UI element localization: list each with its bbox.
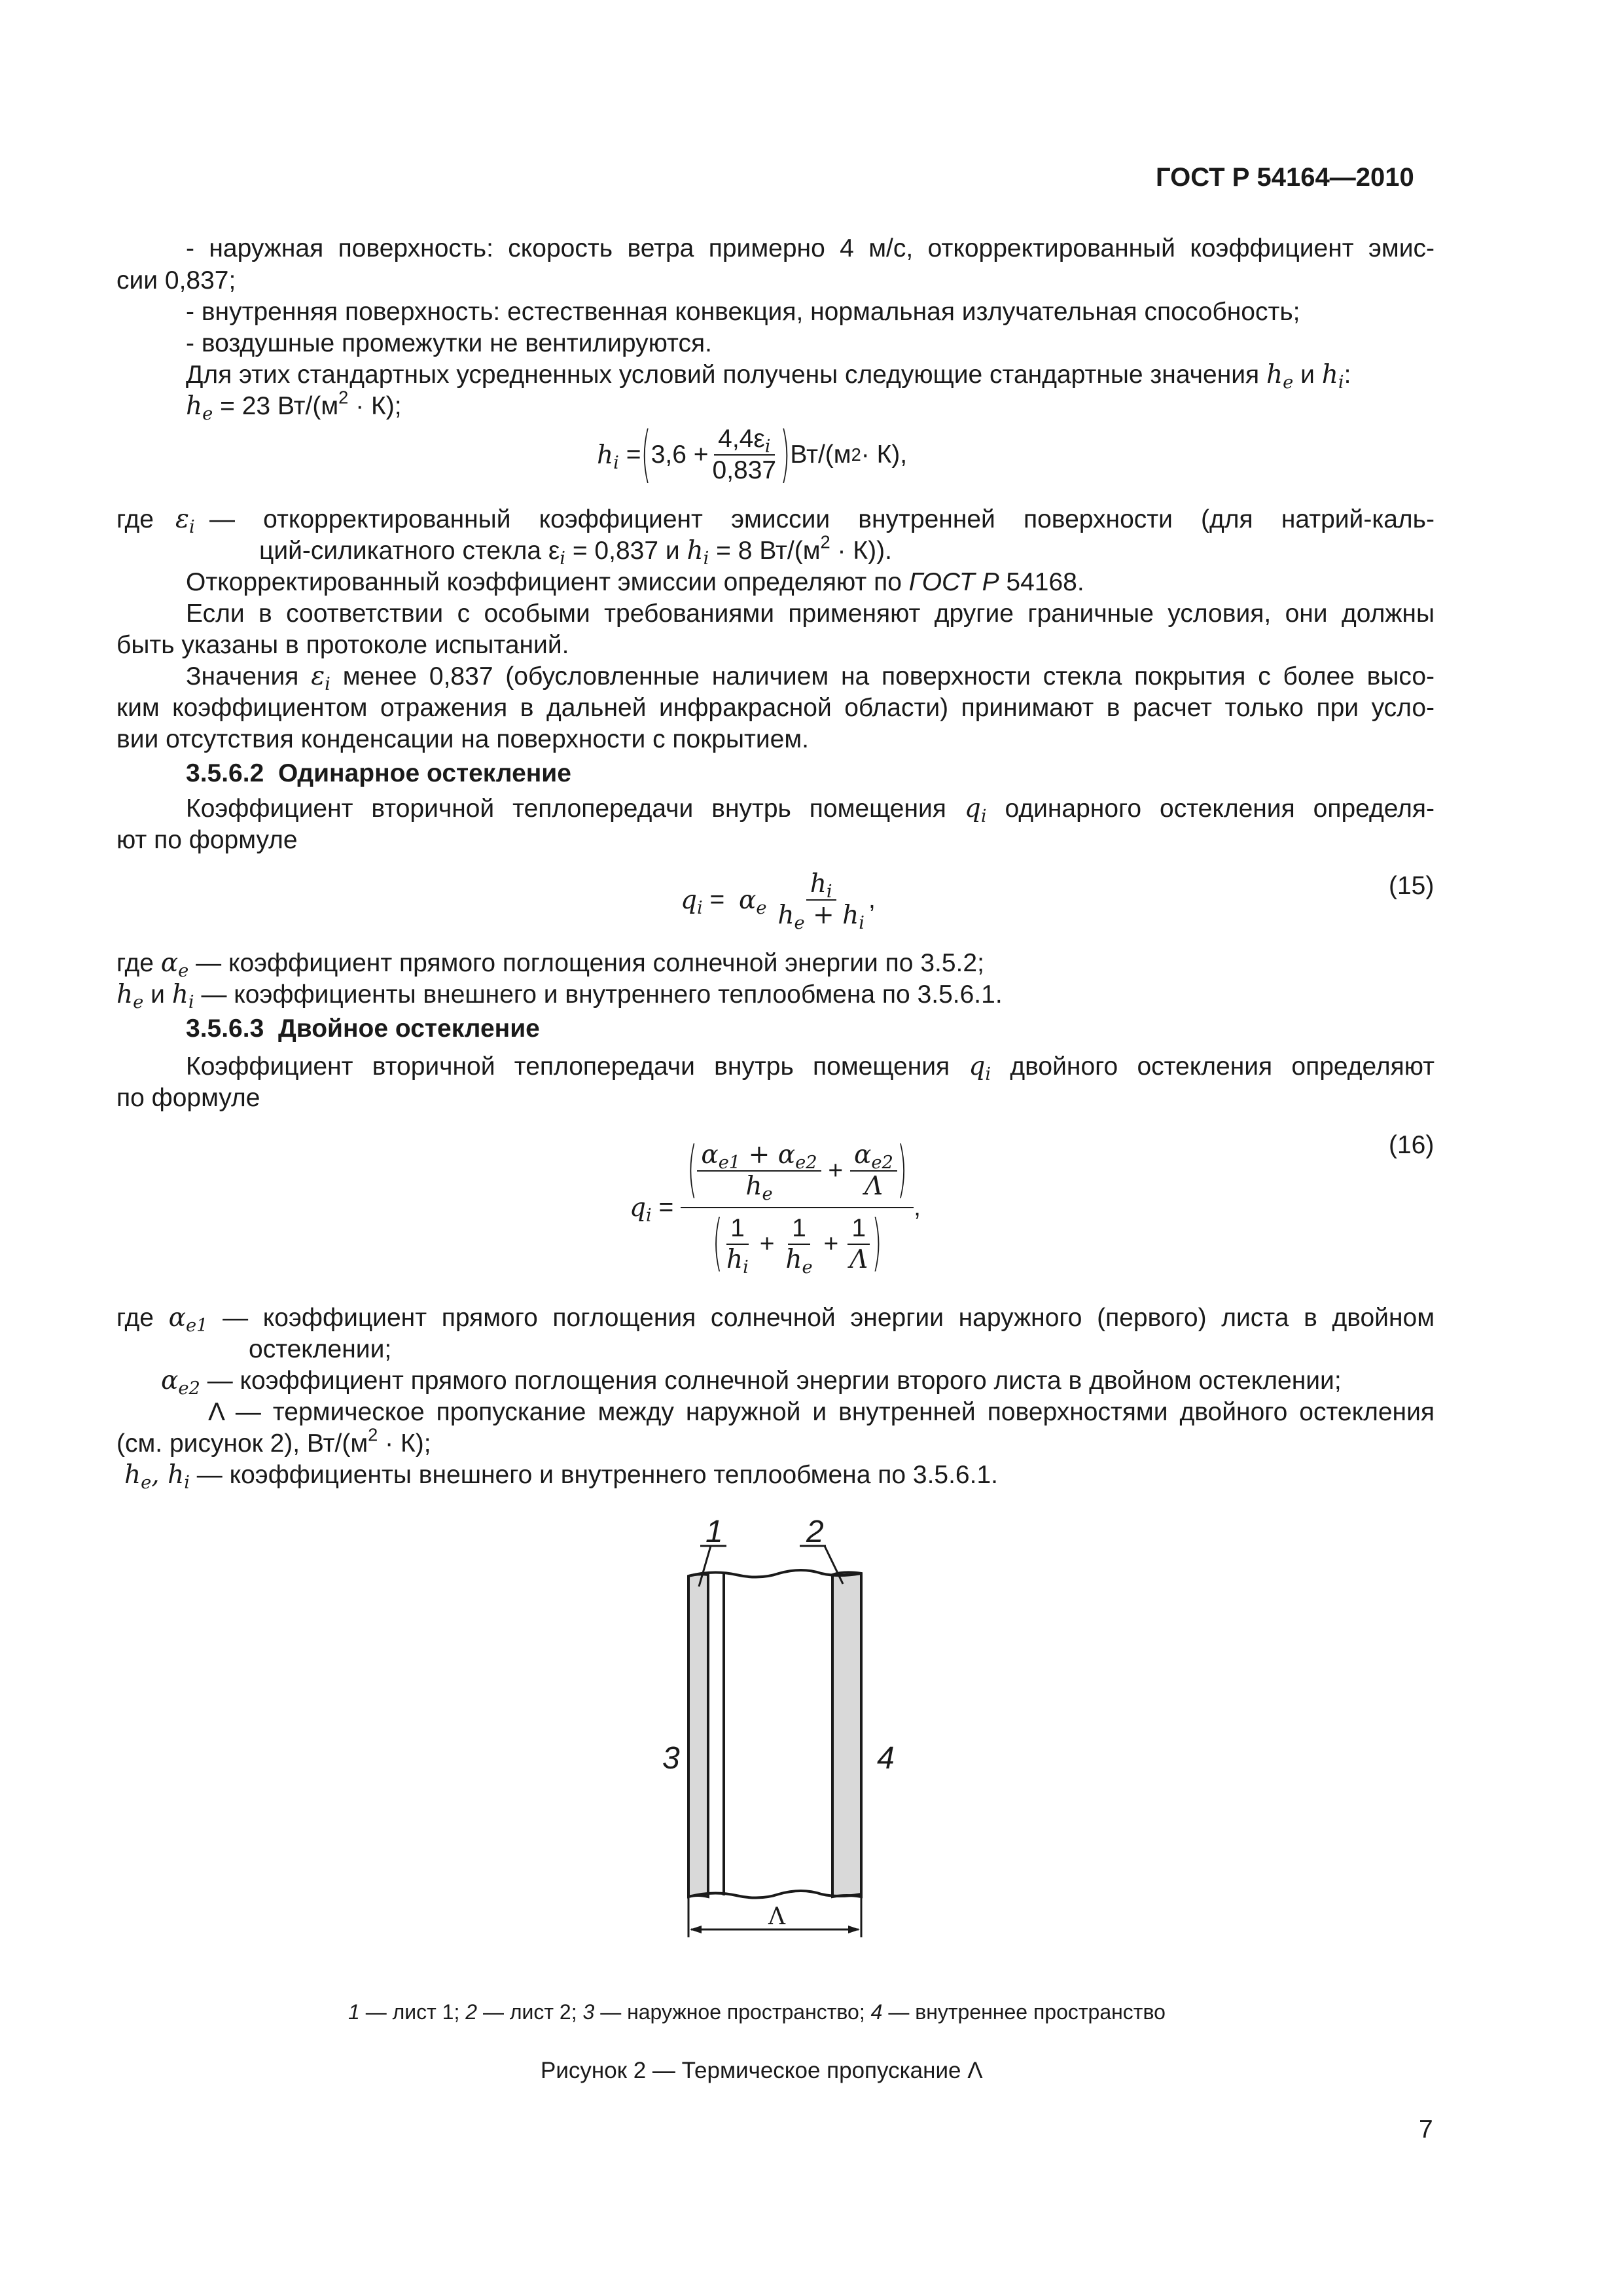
label-3: 3	[662, 1741, 680, 1776]
label-4: 4	[877, 1741, 895, 1776]
formula-hi: $h_i$ = ( 3,6 + $\frac{4,4\varepsilon_i}{0,837}$ ) Вт/(м 2 · К),	[597, 420, 908, 490]
label-1: 1	[705, 1515, 723, 1549]
paragraph-emissivity-reference: Откорректированный коэффициент эмиссии определяют по ГОСТ Р 54168.	[186, 568, 1084, 596]
where-label: где	[116, 505, 154, 533]
figure-double-glazing	[628, 1505, 929, 2003]
single-glazing-text-cont: ют по формуле	[116, 826, 298, 854]
single-where-alpha: где $\alpha_e$ — коэффициент прямого поглощения солнечной энергии по 3.5.2;	[116, 948, 984, 982]
epsilon-definition: — откорректированный коэффициент эмиссии внутренней поверхности (для натрий-каль-	[209, 505, 1435, 533]
double-where-alpha-e2: $\alpha_{e2}$ — коэффициент прямого поглощения солнечной энергии второго листа в двойном остеклении;	[161, 1366, 1342, 1399]
double-glazing-text-cont: по формуле	[116, 1084, 260, 1112]
double-glazing-text: Коэффициент вторичной теплопередачи внутрь помещения $q_i$ двойного остекления определяют	[186, 1052, 1435, 1085]
label-lambda: Λ	[768, 1903, 785, 1930]
gost-reference-link[interactable]: ГОСТ Р	[908, 568, 999, 596]
double-where-alpha-e1-cont: остеклении;	[249, 1335, 392, 1363]
condition-outer-surface-cont: сии 0,837;	[116, 266, 236, 295]
pane-1	[688, 1574, 708, 1897]
formula-16: $q_i$ = ( $\frac{\alpha_{e1} + \alpha_{e2}}{h_e}$ + $\frac{\alpha_{e2}}{\Lambda}$ ) ( $\frac{1}{h_i}$ + $\frac{1}{h_e}$ + $\frac{1}{\Lambda}$ ) ,	[630, 1134, 921, 1279]
condition-inner-surface: - внутренняя поверхность: естественная конвекция, нормальная излучательная способность;	[186, 298, 1300, 326]
section-heading-double-glazing: 3.5.6.3 Двойное остекление	[186, 1014, 540, 1043]
standard-values-intro: Для этих стандартных усредненных условий получены следующие стандартные значения $h_e$ и $h_i$:	[186, 360, 1351, 393]
equation-number-16: (16)	[1389, 1131, 1435, 1159]
paragraph-boundary-conditions-cont: быть указаны в протоколе испытаний.	[116, 631, 569, 659]
paragraph-low-emissivity-end: вии отсутствия конденсации на поверхности с покрытием.	[116, 725, 809, 753]
he-value: $h_e = 23$ $Вт/(м^2 \cdot К)$;	[186, 387, 402, 425]
double-where-h: $h_e$, $h_i$ — коэффициенты внешнего и внутреннего теплообмена по 3.5.6.1.	[124, 1460, 998, 1494]
paragraph-low-emissivity: Значения $\varepsilon_i$ менее 0,837 (обусловленные наличием на поверхности стекла покрытия с более высо-	[186, 662, 1435, 695]
double-where-lambda-cont: (см. рисунок 2), $Вт/(м^2 \cdot К)$;	[116, 1424, 431, 1458]
figure-caption: Рисунок 2 — Термическое пропускание Λ	[541, 2058, 983, 2083]
single-where-h: $h_e$ и $h_i$ — коэффициенты внешнего и внутреннего теплообмена по 3.5.6.1.	[116, 980, 1003, 1013]
paragraph-boundary-conditions: Если в соответствии с особыми требованиями применяют другие граничные условия, они должны	[186, 600, 1435, 628]
condition-outer-surface: - наружная поверхность: скорость ветра примерно 4 м/с, откорректированный коэффициент эмис-	[186, 234, 1435, 262]
figure-legend: 1 — лист 1; 2 — лист 2; 3 — наружное пространство; 4 — внутреннее пространство	[348, 2000, 1166, 2024]
document-header: ГОСТ Р 54164—2010	[1156, 163, 1414, 192]
pane-2	[832, 1572, 861, 1897]
double-where-lambda: Λ — термическое пропускание между наружной и внутренней поверхностями двойного остекления	[208, 1398, 1435, 1426]
double-where-alpha-e1: где $\alpha_{e1}$ — коэффициент прямого поглощения солнечной энергии наружного (первого) листа в двойном	[116, 1303, 1435, 1336]
label-2: 2	[806, 1515, 824, 1549]
single-glazing-text: Коэффициент вторичной теплопередачи внутрь помещения $q_i$ одинарного остекления определя-	[186, 794, 1435, 827]
condition-air-gaps: - воздушные промежутки не вентилируются.	[186, 329, 712, 357]
epsilon-symbol: $\varepsilon_i$	[175, 505, 195, 538]
formula-15: $q_i$ = $\alpha_e$ $\frac{h_i}{h_e + h_i}$ ,	[681, 869, 876, 934]
page-number: 7	[1419, 2115, 1433, 2144]
section-heading-single-glazing: 3.5.6.2 Одинарное остекление	[186, 759, 571, 787]
paragraph-low-emissivity-cont: ким коэффициентом отражения в дальней инфракрасной области) принимают в расчет только при усло-	[116, 694, 1435, 722]
epsilon-definition-cont: ций-силикатного стекла $\varepsilon_i = 0,837$ и $h_i = 8$ $Вт/(м^2 \cdot К)$).	[259, 531, 892, 569]
equation-number-15: (15)	[1389, 872, 1435, 900]
